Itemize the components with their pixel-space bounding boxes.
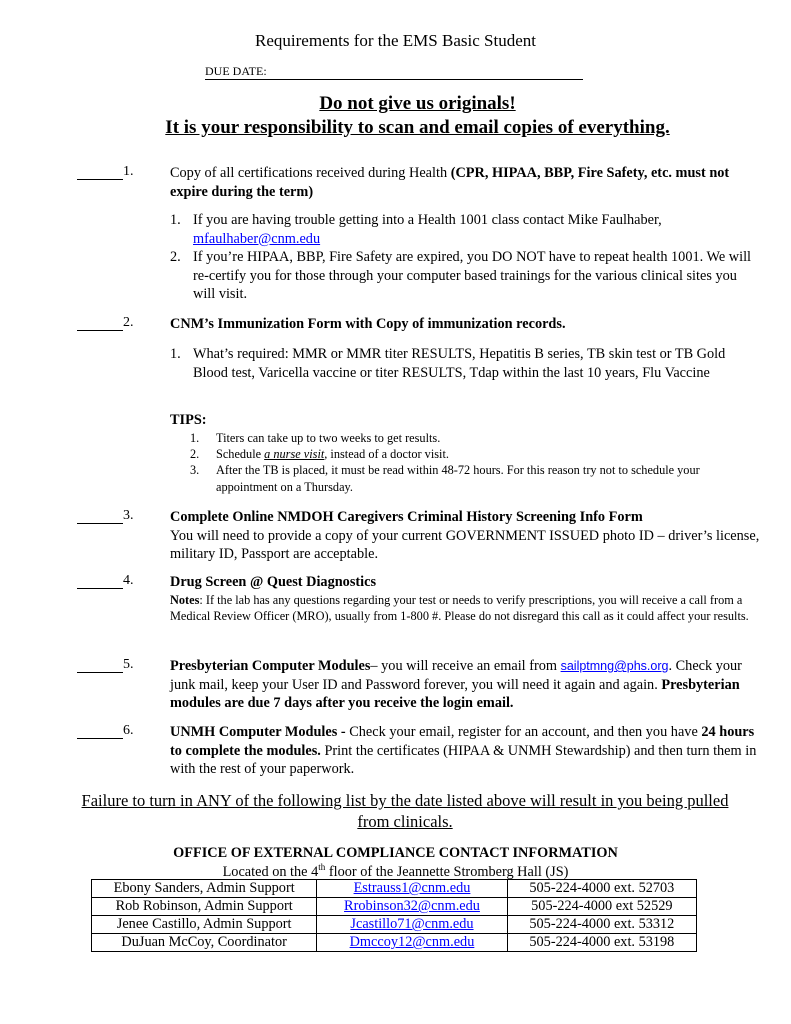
item-3-checkbox-line bbox=[77, 508, 134, 524]
item-1-sublist bbox=[170, 211, 760, 304]
list-number: 1. bbox=[170, 346, 181, 362]
list-item bbox=[170, 248, 760, 304]
item-1-bold: (CPR, HIPAA, BBP, Fire Safety, etc. must not expire during the term) bbox=[170, 165, 730, 200]
tips-heading: TIPS: bbox=[170, 412, 207, 428]
location-sup: th bbox=[318, 862, 326, 872]
email-link[interactable]: Jcastillo71@cnm.edu bbox=[350, 916, 474, 932]
item-4-notes bbox=[170, 592, 760, 624]
email-link[interactable]: Estrauss1@cnm.edu bbox=[353, 880, 471, 896]
item-6-plain: Check your email, register for an account, and then you have bbox=[349, 724, 702, 740]
item-number: 4. bbox=[123, 573, 134, 588]
notes-text: : If the lab has any questions regarding your test or needs to verify prescriptions, you will receive a call from a Medical Review Officer (MRO), usually from 1-800 #. Please do not disregard this call as it could affect your results. bbox=[170, 592, 749, 623]
item-5-bold: Presbyterian Computer Modules bbox=[170, 658, 371, 674]
contact-table bbox=[91, 879, 697, 952]
emphasis-nurse-visit: a nurse visit bbox=[264, 447, 325, 462]
location-text: floor of the Jeannette Stromberg Hall (JS) bbox=[325, 863, 569, 880]
item-6-text bbox=[170, 723, 760, 779]
item-2-checkbox-line bbox=[77, 315, 134, 331]
item-6-bold: UNMH Computer Modules - bbox=[170, 724, 350, 740]
contact-phone: 505-224-4000 ext. 52703 bbox=[507, 880, 696, 898]
list-item bbox=[170, 211, 760, 248]
list-text: If you’re HIPAA, BBP, Fire Safety are expired, you DO NOT have to repeat health 1001. We will re-certify you for those through your computer based trainings for the various clinical sites you will visit. bbox=[193, 249, 752, 302]
table-row bbox=[92, 880, 697, 898]
item-6-plain: Print the certificates (HIPAA & UNMH Stewardship) and then turn them in with the rest of your paperwork. bbox=[170, 742, 757, 777]
item-3-bold: Complete Online NMDOH Caregivers Criminal History Screening Info Form bbox=[170, 509, 643, 525]
item-1-text bbox=[170, 164, 760, 201]
table-row bbox=[92, 934, 697, 952]
list-text: Schedule bbox=[216, 447, 265, 462]
list-number: 2. bbox=[190, 447, 200, 462]
list-text: If you are having trouble getting into a Health 1001 class contact Mike Faulhaber, bbox=[193, 212, 662, 228]
list-text: After the TB is placed, it must be read within 48-72 hours. For this reason try not to schedule your appointment on a Thursday. bbox=[216, 463, 700, 494]
list-item bbox=[190, 430, 750, 446]
contact-heading: OFFICE OF EXTERNAL COMPLIANCE CONTACT INFORMATION bbox=[173, 845, 618, 861]
item-number: 3. bbox=[123, 508, 134, 523]
list-text: , instead of a doctor visit. bbox=[324, 447, 449, 462]
list-number: 1. bbox=[170, 212, 181, 228]
item-6-bold-deadline: 24 hours to complete the modules. bbox=[170, 724, 755, 759]
list-text: Titers can take up to two weeks to get results. bbox=[216, 431, 441, 445]
contact-location bbox=[0, 862, 791, 881]
contact-name: Ebony Sanders, Admin Support bbox=[92, 880, 317, 898]
item-4-bold: Drug Screen @ Quest Diagnostics bbox=[170, 574, 377, 590]
notes-label: Notes bbox=[170, 592, 200, 607]
contact-phone: 505-224-4000 ext 52529 bbox=[507, 898, 696, 916]
item-number: 5. bbox=[123, 657, 134, 672]
list-item bbox=[190, 462, 750, 494]
contact-name: DuJuan McCoy, Coordinator bbox=[92, 934, 317, 952]
item-2-text: CNM’s Immunization Form with Copy of immunization records. bbox=[170, 316, 566, 332]
item-5-bold-due: Presbyterian modules are due 7 days after you receive the login email. bbox=[170, 676, 740, 711]
item-4-text bbox=[170, 573, 760, 624]
contact-name: Jenee Castillo, Admin Support bbox=[92, 916, 317, 934]
failure-notice: Failure to turn in ANY of the following list by the date listed above will result in you being pulled from clinicals. bbox=[81, 791, 729, 831]
table-row bbox=[92, 898, 697, 916]
item-5-checkbox-line bbox=[77, 657, 134, 673]
table-row bbox=[92, 916, 697, 934]
item-1-checkbox-line bbox=[77, 164, 134, 180]
email-link-faulhaber[interactable]: mfaulhaber@cnm.edu bbox=[193, 230, 321, 247]
contact-email bbox=[317, 934, 507, 952]
contact-phone: 505-224-4000 ext. 53198 bbox=[507, 934, 696, 952]
list-item bbox=[170, 345, 760, 382]
tips-list bbox=[190, 430, 750, 495]
item-5-plain: . Check your junk mail, keep your User ID and Password forever, you will need it again and again. bbox=[170, 658, 742, 693]
item-number: 6. bbox=[123, 723, 134, 738]
list-number: 2. bbox=[170, 249, 181, 265]
list-item bbox=[190, 446, 750, 462]
list-number: 3. bbox=[190, 463, 200, 478]
item-2-sublist bbox=[170, 345, 760, 382]
contact-name: Rob Robinson, Admin Support bbox=[92, 898, 317, 916]
item-3-plain: You will need to provide a copy of your current GOVERNMENT ISSUED photo ID – driver’s license, military ID, Passport are acceptable. bbox=[170, 527, 760, 562]
item-4-checkbox-line bbox=[77, 573, 134, 589]
contact-email bbox=[317, 880, 507, 898]
item-number: 1. bbox=[123, 164, 134, 179]
item-1-plain: Copy of all certifications received during Health bbox=[170, 165, 451, 181]
email-link[interactable]: Rrobinson32@cnm.edu bbox=[344, 898, 480, 914]
item-number: 2. bbox=[123, 315, 134, 330]
email-link[interactable]: Dmccoy12@cnm.edu bbox=[349, 934, 475, 950]
item-6-checkbox-line bbox=[77, 723, 134, 739]
list-number: 1. bbox=[190, 431, 200, 445]
item-3-text bbox=[170, 508, 760, 564]
page-title: Requirements for the EMS Basic Student bbox=[255, 31, 536, 50]
contact-email bbox=[317, 898, 507, 916]
item-5-text bbox=[170, 657, 760, 713]
contact-email bbox=[317, 916, 507, 934]
warning-originals: Do not give us originals! bbox=[319, 93, 516, 114]
location-text: Located on the 4 bbox=[222, 863, 319, 880]
item-5-plain: – you will receive an email from bbox=[370, 658, 561, 674]
email-link-presbyterian[interactable]: sailptmng@phs.org bbox=[560, 659, 669, 673]
warning-responsibility: It is your responsibility to scan and email copies of everything. bbox=[165, 117, 670, 138]
due-date-field: DUE DATE: bbox=[205, 64, 583, 80]
list-text: What’s required: MMR or MMR titer RESULTS, Hepatitis B series, TB skin test or TB Gold Blood test, Varicella vaccine or titer RESULTS, Tdap within the last 10 years, Flu Vaccine bbox=[193, 346, 726, 381]
contact-phone: 505-224-4000 ext. 53312 bbox=[507, 916, 696, 934]
